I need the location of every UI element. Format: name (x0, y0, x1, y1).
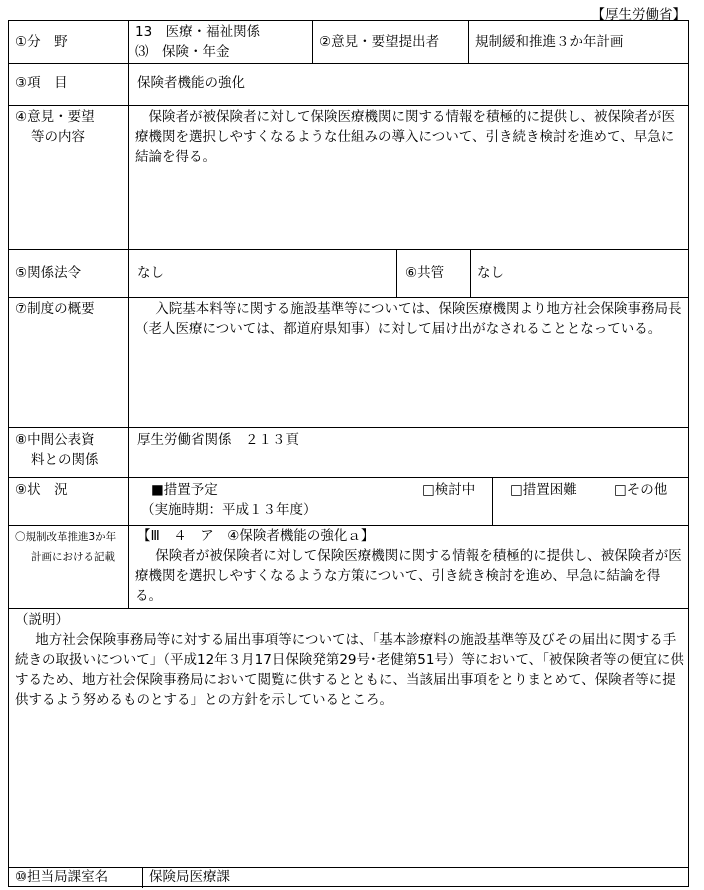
explanation-heading: （説明） (15, 612, 69, 628)
status-planned: ■措置予定 (151, 482, 218, 498)
status-label: ⑨状 況 (15, 482, 68, 498)
overview-text: 入院基本料等に関する施設基準等については、保険医療機関より地方社会保険事務局長（老人医療については、都道府県知事）に対して届け出がなされることとなっている。 (135, 301, 682, 337)
explanation-text: 地方社会保険事務局等に対する届出事項等については、「基本診療料の施設基準等及びその届出に関する手続きの取扱いについて」（平成12年３月17日保険発第29号･老健第51号）等において、「被保険者等の便宜に供するため、地方社会保険事務局において閲覧に供するとともに、当該届出事項をとりまとめて、保険者等に提供するよう努めるものとする」との方針を示しているところ。 (15, 632, 684, 708)
status-reviewing: □検討中 (422, 482, 476, 498)
office-value: 保険局医療課 (149, 869, 230, 885)
field-value-line2: ⑶ 保険・年金 (135, 44, 230, 60)
field-label: ①分 野 (15, 34, 68, 50)
ministry-header: 【厚生労働省】 (591, 7, 686, 23)
law-label: ⑤関係法令 (15, 265, 82, 281)
plan-text: 保険者が被保険者に対して保険医療機関に関する情報を積極的に提供し、被保険者が医療機関を選択しやすくなるような方策について、引き続き検討を進め、早急に結論を得る。 (135, 548, 682, 604)
status-difficult: □措置困難 (510, 482, 577, 498)
interim-label-line2: 料との関係 (31, 452, 99, 468)
item-label: ③項 目 (15, 75, 68, 91)
jurisdiction-value: なし (477, 265, 504, 281)
form-table (8, 20, 689, 887)
item-value: 保険者機能の強化 (137, 75, 245, 91)
interim-value: 厚生労働省関係 ２１３頁 (137, 432, 299, 448)
status-period: （実施時期：平成１３年度） (141, 502, 317, 518)
plan-label-line1: 〇規制改革推進3か年 (15, 531, 117, 543)
plan-label-line2: 計画における記載 (31, 551, 115, 563)
law-value: なし (137, 265, 164, 281)
request-label-line2: 等の内容 (31, 129, 85, 145)
status-other: □その他 (614, 482, 668, 498)
plan-ref: 【Ⅲ ４ ア ④保険者機能の強化ａ】 (137, 528, 375, 544)
field-value-line1: 13 医療・福祉関係 (135, 24, 261, 40)
request-text: 保険者が被保険者に対して保険医療機関に関する情報を積極的に提供し、被保険者が医療機関を選択しやすくなるような仕組みの導入について、引き続き検討を進めて、早急に結論を得る。 (135, 109, 675, 165)
submitter-label: ②意見・要望提出者 (319, 34, 440, 50)
jurisdiction-label: ⑥共管 (405, 265, 445, 281)
interim-label-line1: ⑧中間公表資 (15, 432, 95, 448)
submitter-value: 規制緩和推進３か年計画 (475, 34, 624, 50)
overview-label: ⑦制度の概要 (15, 301, 95, 317)
request-label-line1: ④意見・要望 (15, 109, 95, 125)
office-label: ⑩担当局課室名 (15, 869, 109, 885)
